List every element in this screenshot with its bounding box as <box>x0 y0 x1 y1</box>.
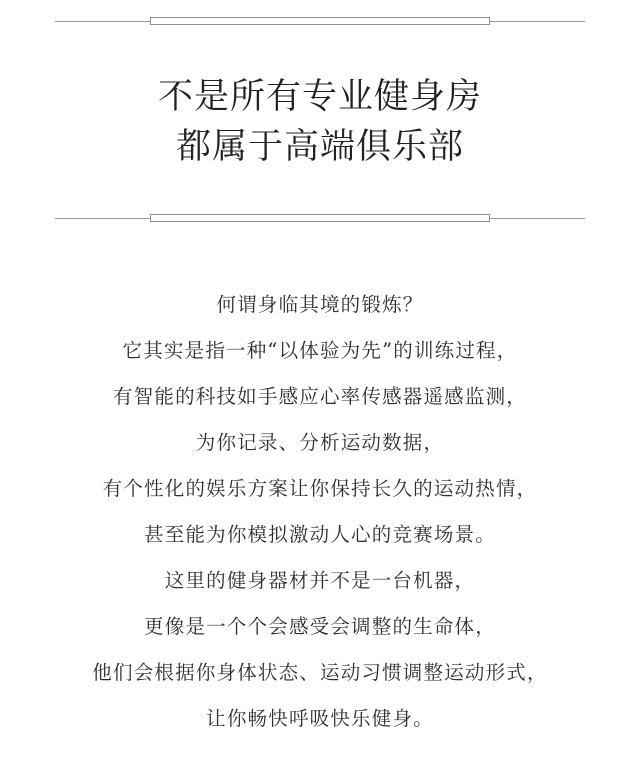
page-title <box>0 72 640 172</box>
body-line-9: 他们会根据你身体状态、运动习惯调整运动形式， <box>92 661 548 684</box>
body-line-10: 让你畅快呼吸快乐健身。 <box>206 707 434 730</box>
body-line-2: 它其实是指一种“以体验为先”的训练过程， <box>122 339 518 362</box>
body-line-3: 有智能的科技如手感应心率传感器遥感监测， <box>112 385 527 408</box>
body-line-4: 为你记录、分析运动数据， <box>195 431 445 454</box>
title-line-1: 不是所有专业健身房 <box>157 77 482 117</box>
bottom-divider-bar <box>150 214 490 222</box>
top-divider-bar <box>150 17 490 25</box>
body-line-1: 何谓身临其境的锻炼？ <box>216 293 424 316</box>
bottom-divider <box>55 213 585 225</box>
body-line-8: 更像是一个个会感受会调整的生命体， <box>144 615 496 638</box>
body-line-7: 这里的健身器材并不是一台机器， <box>164 569 476 592</box>
top-divider <box>55 16 585 28</box>
body-line-5: 有个性化的娱乐方案让你保持长久的运动热情， <box>102 477 538 500</box>
title-line-2: 都属于高端俱乐部 <box>175 127 464 167</box>
body-text <box>0 282 640 742</box>
body-line-6: 甚至能为你模拟激动人心的竞赛场景。 <box>144 523 496 546</box>
